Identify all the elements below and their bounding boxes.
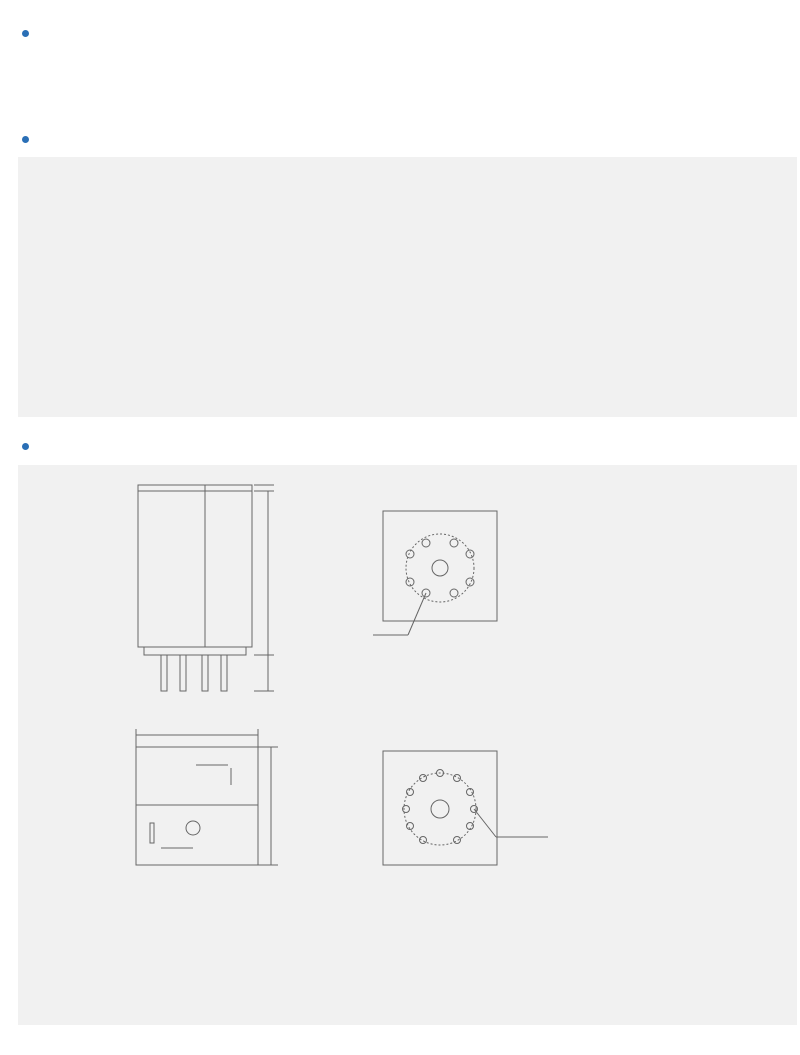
relay-side-view xyxy=(138,485,274,691)
curve-section-title xyxy=(22,132,35,148)
bullet-icon xyxy=(22,136,29,143)
dimension-panel xyxy=(18,465,797,1025)
bullet-icon xyxy=(22,30,29,37)
dimension-section-title xyxy=(22,439,35,455)
coil-section-title xyxy=(22,26,35,42)
dimension-drawing xyxy=(18,465,797,1025)
relay-top-view xyxy=(136,729,278,865)
socket-a33-drawing xyxy=(383,751,548,865)
socket-a22-drawing xyxy=(373,511,497,635)
electrical-life-chart xyxy=(18,157,797,417)
curve-panel xyxy=(18,157,797,417)
bullet-icon xyxy=(22,443,29,450)
